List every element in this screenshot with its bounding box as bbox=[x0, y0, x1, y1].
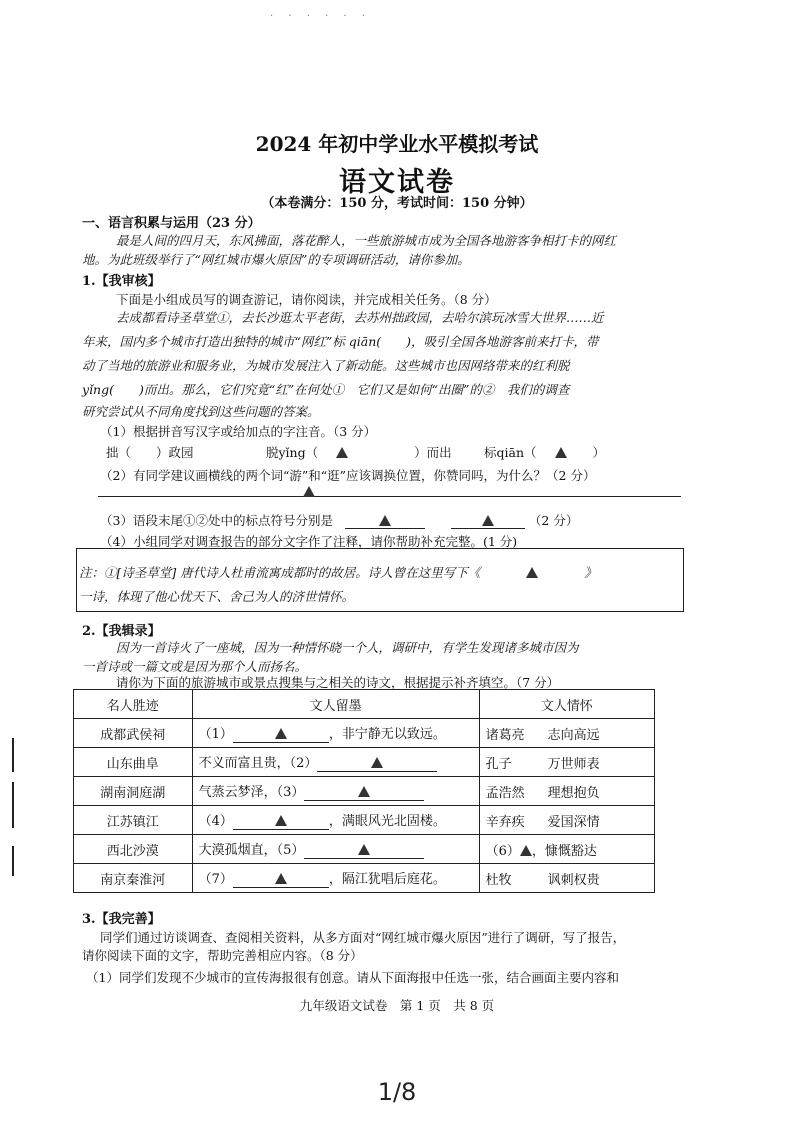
poem-cell bbox=[192, 806, 479, 835]
writer-name: 诸葛亮 bbox=[485, 727, 525, 743]
writer-name: 辛弃疾 bbox=[485, 814, 525, 830]
feeling-cell bbox=[479, 835, 654, 864]
subject-title: 语文试卷 bbox=[339, 167, 455, 198]
poem-answer-blank[interactable] bbox=[317, 756, 437, 772]
poem-cell bbox=[192, 719, 479, 748]
column-header: 文人情怀 bbox=[479, 690, 654, 719]
poem-cell bbox=[192, 835, 479, 864]
answer-triangle-icon bbox=[275, 873, 287, 884]
note-line-2: 一诗，体现了他心忧天下、舍己为人的济世情怀。 bbox=[79, 589, 355, 604]
answer-triangle-icon bbox=[526, 567, 538, 578]
q1-sub1-item-2-text: 脱yǐng（ bbox=[266, 445, 319, 460]
feeling-text: ，慷慨豁达 bbox=[531, 843, 597, 859]
poem-text: ，非宁静无以致远。 bbox=[328, 727, 446, 742]
column-header: 文人留墨 bbox=[192, 690, 479, 719]
poem-cell bbox=[192, 864, 479, 893]
feeling-text: 理想抱负 bbox=[547, 785, 600, 801]
annotation-box bbox=[76, 548, 684, 612]
poem-text: 大漠孤烟直，（5） bbox=[198, 843, 305, 858]
note-blank[interactable] bbox=[484, 565, 580, 580]
q3-para-line-2: 请你阅读下面的文字，帮助完善相应内容。（8 分） bbox=[82, 948, 363, 963]
place-cell: 西北沙漠 bbox=[74, 835, 193, 864]
exam-title: 2024 年初中学业水平模拟考试 bbox=[255, 132, 539, 156]
q1-sub3-blank-2[interactable] bbox=[451, 513, 525, 529]
note-line-1 bbox=[79, 563, 597, 581]
answer-triangle-icon bbox=[371, 757, 383, 768]
feeling-cell bbox=[479, 806, 654, 835]
poem-text: 不义而富且贵，（2） bbox=[198, 756, 318, 771]
poem-answer-blank[interactable] bbox=[233, 872, 329, 888]
answer-triangle-icon bbox=[336, 447, 348, 458]
q1-sub1: （1）根据拼音写汉字或给加点的字注音。（3 分） bbox=[100, 424, 377, 439]
q1-para-line: yǐng( )而出。那么，它们究竟“红”在何处① 它们又是如何“出圈”的② 我们的调查 bbox=[82, 382, 570, 397]
q1-para-line: 年来，国内多个城市打造出独特的城市“网红”标 qiān( )，吸引全国各地游客前来打卡，带 bbox=[82, 334, 599, 349]
place-cell: 山东曲阜 bbox=[74, 748, 193, 777]
place-cell: 湖南洞庭湖 bbox=[74, 777, 193, 806]
table-row bbox=[74, 748, 655, 777]
table-row bbox=[74, 864, 655, 893]
poem-text: （7） bbox=[198, 872, 233, 887]
poem-answer-blank[interactable] bbox=[304, 785, 424, 801]
q1-sub2-answer-line[interactable] bbox=[98, 496, 681, 497]
answer-triangle-icon bbox=[482, 515, 494, 526]
q1-lead: 下面是小组成员写的调查游记，请你阅读，并完成相关任务。（8 分） bbox=[116, 292, 497, 307]
place-cell: 南京秦淮河 bbox=[74, 864, 193, 893]
margin-mark bbox=[12, 846, 14, 876]
q1-sub1-item-3-text: ）而出 bbox=[414, 445, 452, 460]
table-header-row bbox=[74, 690, 655, 719]
q3-sub1: （1）同学们发现不少城市的宣传海报很有创意。请从下面海报中任选一张，结合画面主要内容和 bbox=[86, 970, 619, 985]
poem-text: ，满眼风光北固楼。 bbox=[328, 814, 446, 829]
q2-para-line-1: 因为一首诗火了一座城，因为一种情怀晓一个人，调研中，有学生发现诸多城市因为 bbox=[116, 640, 579, 655]
q1-sub3-score: （2 分） bbox=[528, 513, 579, 528]
q1-sub3 bbox=[100, 511, 578, 529]
q1-sub3-blank-1[interactable] bbox=[345, 513, 425, 529]
q1-para-line: 动了当地的旅游业和服务业，为城市发展注入了新动能。这些城市也因网络带来的红利脱 bbox=[82, 358, 570, 373]
poem-text: 气蒸云梦泽，（3） bbox=[198, 785, 305, 800]
page-footer: 九年级语文试卷 第 1 页 共 8 页 bbox=[299, 998, 495, 1013]
q2-para-line-2: 一首诗或一篇文或是因为那个人而扬名。 bbox=[82, 659, 308, 674]
feeling-text: 讽刺权贵 bbox=[547, 872, 600, 888]
answer-triangle-icon bbox=[275, 815, 287, 826]
q1-sub1-item-1: 拙（ ）政园 bbox=[106, 445, 194, 460]
poem-answer-blank[interactable] bbox=[304, 843, 424, 859]
q2-title: 2.【我辑录】 bbox=[82, 624, 161, 639]
answer-triangle-icon bbox=[358, 786, 370, 797]
q1-sub1-item-4 bbox=[484, 443, 605, 461]
writer-name: 孟浩然 bbox=[485, 785, 525, 801]
poem-text: （1） bbox=[198, 727, 233, 742]
q1-title: 1.【我审核】 bbox=[82, 274, 161, 289]
feeling-cell bbox=[479, 777, 654, 806]
section-1-title: 一、语言积累与运用（23 分） bbox=[82, 216, 261, 231]
poem-answer-blank[interactable] bbox=[233, 814, 329, 830]
place-cell: 成都武侯祠 bbox=[74, 719, 193, 748]
feeling-cell bbox=[479, 748, 654, 777]
feeling-text: 万世师表 bbox=[547, 756, 600, 772]
feeling-cell bbox=[479, 719, 654, 748]
poem-table bbox=[73, 689, 655, 893]
poem-text: （4） bbox=[198, 814, 233, 829]
page-counter: 1/8 bbox=[377, 1078, 417, 1106]
note-text: 注：①[诗圣草堂] 唐代诗人杜甫流寓成都时的故居。诗人曾在这里写下《 bbox=[79, 565, 481, 580]
q1-para-line: 去成都看诗圣草堂①，去长沙逛太平老街，去苏州拙政园，去哈尔滨玩冰雪大世界……近 bbox=[116, 310, 604, 325]
q3-title: 3.【我完善】 bbox=[82, 912, 161, 927]
q1-sub1-item-5-text: ） bbox=[592, 445, 605, 460]
answer-triangle-icon bbox=[379, 515, 391, 526]
poem-cell bbox=[192, 748, 479, 777]
answer-triangle-icon bbox=[303, 486, 315, 497]
q1-sub1-item-4-text: 标qiān（ bbox=[484, 445, 537, 460]
answer-triangle-icon bbox=[358, 844, 370, 855]
poem-table-body bbox=[74, 719, 655, 893]
q1-sub1-item-2 bbox=[266, 443, 452, 461]
writer-name: 杜牧 bbox=[485, 872, 512, 888]
poem-text: ，隔江犹唱后庭花。 bbox=[328, 872, 446, 887]
answer-triangle-icon bbox=[275, 728, 287, 739]
poem-cell bbox=[192, 777, 479, 806]
intro-line-1: 最是人间的四月天，东风拂面，落花醉人，一些旅游城市成为全国各地游客争相打卡的网红 bbox=[116, 233, 617, 248]
q1-sub4: （4）小组同学对调查报告的部分文字作了注释，请你帮助补充完整。(1 分) bbox=[100, 534, 518, 549]
table-row bbox=[74, 806, 655, 835]
feeling-text: 爱国深情 bbox=[547, 814, 600, 830]
answer-triangle-icon bbox=[555, 447, 567, 458]
intro-line-2: 地。为此班级举行了“网红城市爆火原因”的专项调研活动，请你参加。 bbox=[82, 252, 470, 267]
place-cell: 江苏镇江 bbox=[74, 806, 193, 835]
column-header: 名人胜迹 bbox=[74, 690, 193, 719]
q1-para-line: 研究尝试从不同角度找到这些问题的答案。 bbox=[82, 404, 320, 419]
feeling-text: 志向高远 bbox=[547, 727, 600, 743]
table-row bbox=[74, 719, 655, 748]
q1-sub3-text: （3）语段末尾①②处中的标点符号分别是 bbox=[100, 513, 333, 528]
feeling-cell bbox=[479, 864, 654, 893]
poem-answer-blank[interactable] bbox=[233, 727, 329, 743]
margin-mark bbox=[12, 738, 14, 772]
q1-sub2: （2）有同学建议画横线的两个词“游”和“逛”应该调换位置，你赞同吗，为什么？（2 分） bbox=[100, 468, 596, 483]
exam-meta: （本卷满分：150 分，考试时间：150 分钟） bbox=[261, 196, 533, 211]
table-row bbox=[74, 835, 655, 864]
margin-mark bbox=[12, 782, 14, 828]
q2-instruction: 请你为下面的旅游城市或景点搜集与之相关的诗文，根据提示补齐填空。（7 分） bbox=[116, 675, 560, 690]
q3-para-line-1: 同学们通过访谈调查、查阅相关资料，从多方面对“网红城市爆火原因”进行了调研，写了报告， bbox=[100, 930, 626, 945]
writer-name: （6） bbox=[485, 843, 520, 859]
writer-name: 孔子 bbox=[485, 756, 512, 772]
scan-dots: . . . . . . bbox=[270, 8, 371, 19]
note-text-end: 》 bbox=[584, 565, 597, 580]
answer-triangle-icon[interactable] bbox=[520, 845, 532, 856]
table-row bbox=[74, 777, 655, 806]
